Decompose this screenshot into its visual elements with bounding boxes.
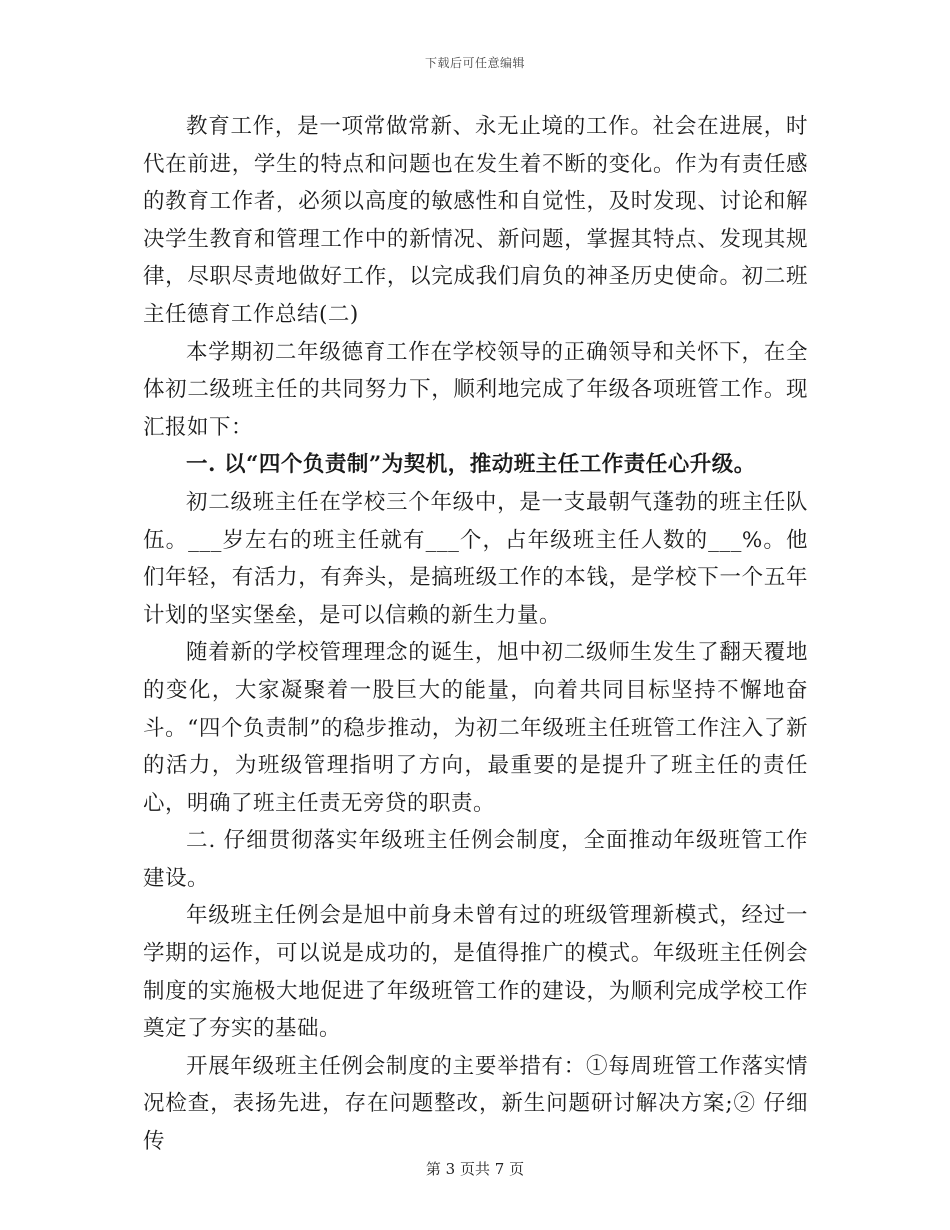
paragraph-team: 初二级班主任在学校三个年级中，是一支最朝气蓬勃的班主任队伍。___岁左右的班主任就有___个，占年级班主任人数的___%。他们年轻，有活力，有奔头，是搞班级工作的本钱，是学校下一个五年计划的坚实堡垒，是可以信赖的新生力量。	[143, 489, 808, 628]
document-body	[143, 108, 808, 1161]
paragraph-changes: 随着新的学校管理理念的诞生，旭中初二级师生发生了翻天覆地的变化，大家凝聚着一股巨大的能量，向着共同目标坚持不懈地奋斗。“四个负责制”的稳步推动，为初二年级班主任班管工作注入了新的活力，为班级管理指明了方向，最重要的是提升了班主任的责任心，明确了班主任责无旁贷的职责。	[143, 640, 808, 816]
paragraph-intro: 教育工作，是一项常做常新、永无止境的工作。社会在进展，时代在前进，学生的特点和问题也在发生着不断的变化。作为有责任感的教育工作者，必须以高度的敏感性和自觉性，及时发现、讨论和解决学生教育和管理工作中的新情况、新问题，掌握其特点、发现其规律，尽职尽责地做好工作，以完成我们肩负的神圣历史使命。初二班主任德育工作总结(二)	[143, 114, 808, 327]
paragraph-meeting: 年级班主任例会是旭中前身未曾有过的班级管理新模式，经过一学期的运作，可以说是成功的，是值得推广的模式。年级班主任例会制度的实施极大地促进了年级班管工作的建设，为顺利完成学校工作奠定了夯实的基础。	[143, 903, 808, 1042]
section-heading-1: 一. 以“四个负责制”为契机，推动班主任工作责任心升级。	[186, 452, 756, 478]
page-header: 下载后可任意编辑	[424, 56, 525, 70]
page-number: 第 3 页共 7 页	[425, 1160, 525, 1178]
paragraph-summary: 本学期初二年级德育工作在学校领导的正确领导和关怀下，在全体初二级班主任的共同努力下，顺利地完成了年级各项班管工作。现汇报如下：	[143, 339, 808, 440]
section-heading-2: 二. 仔细贯彻落实年级班主任例会制度，全面推动年级班管工作建设。	[143, 828, 808, 891]
paragraph-measures: 开展年级班主任例会制度的主要举措有：①每周班管工作落实情况检查，表扬先进，存在问题整改，新生问题研讨解决方案;② 仔细传	[143, 1053, 808, 1155]
